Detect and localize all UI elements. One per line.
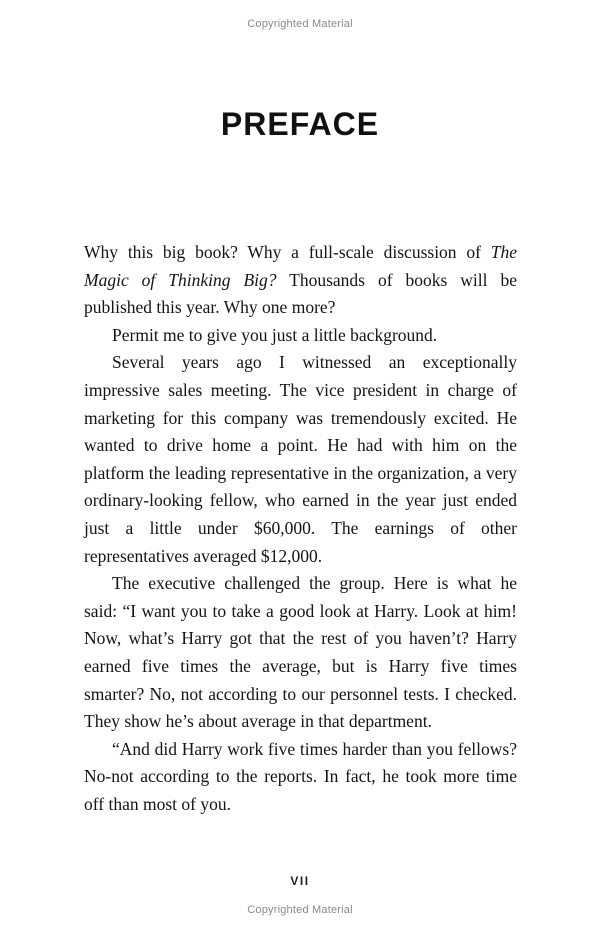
page-number: VII (290, 874, 310, 888)
text-segment: Why this big book? Why a full-scale discussion of (84, 242, 491, 262)
text-segment: Several years ago I witnessed an exceptionally impressive sales meeting. The vice president in charge of marketing for this company was tremendously excited. He wanted to drive home a point. He had with him on the platform the leading representative in the organization, a very ordinary-looking fellow, who earned in the year just ended just a little under $60,000. The earnings of other representatives averaged $12,000. (84, 352, 517, 566)
copyright-notice-bottom: Copyrighted Material (247, 904, 353, 916)
book-title-italic: The Magic of Thinking Big? (84, 242, 517, 290)
body-text (84, 239, 517, 818)
paragraph (84, 736, 517, 819)
paragraph (84, 322, 517, 350)
paragraph (84, 570, 517, 736)
text-segment: “And did Harry work five times harder than you fellows? No-not according to the reports. In fact, he took more time off than most of you. (84, 738, 517, 814)
text-segment: Thousands of books will be published this year. Why one more? (84, 269, 517, 318)
page-title: PREFACE (220, 106, 380, 142)
copyright-notice-top: Copyrighted Material (247, 18, 353, 30)
paragraph (84, 239, 517, 322)
text-segment: Permit me to give you just a little background. (112, 324, 438, 345)
paragraph (84, 349, 517, 570)
text-segment: The executive challenged the group. Here is what he said: “I want you to take a good look at Harry. Look at him! Now, what’s Harry got that the rest of you haven’t? Harry earned five times the average, but is Harry five times smarter? No, not according to our personnel tests. I checked. They show he’s about average in that department. (84, 573, 517, 732)
